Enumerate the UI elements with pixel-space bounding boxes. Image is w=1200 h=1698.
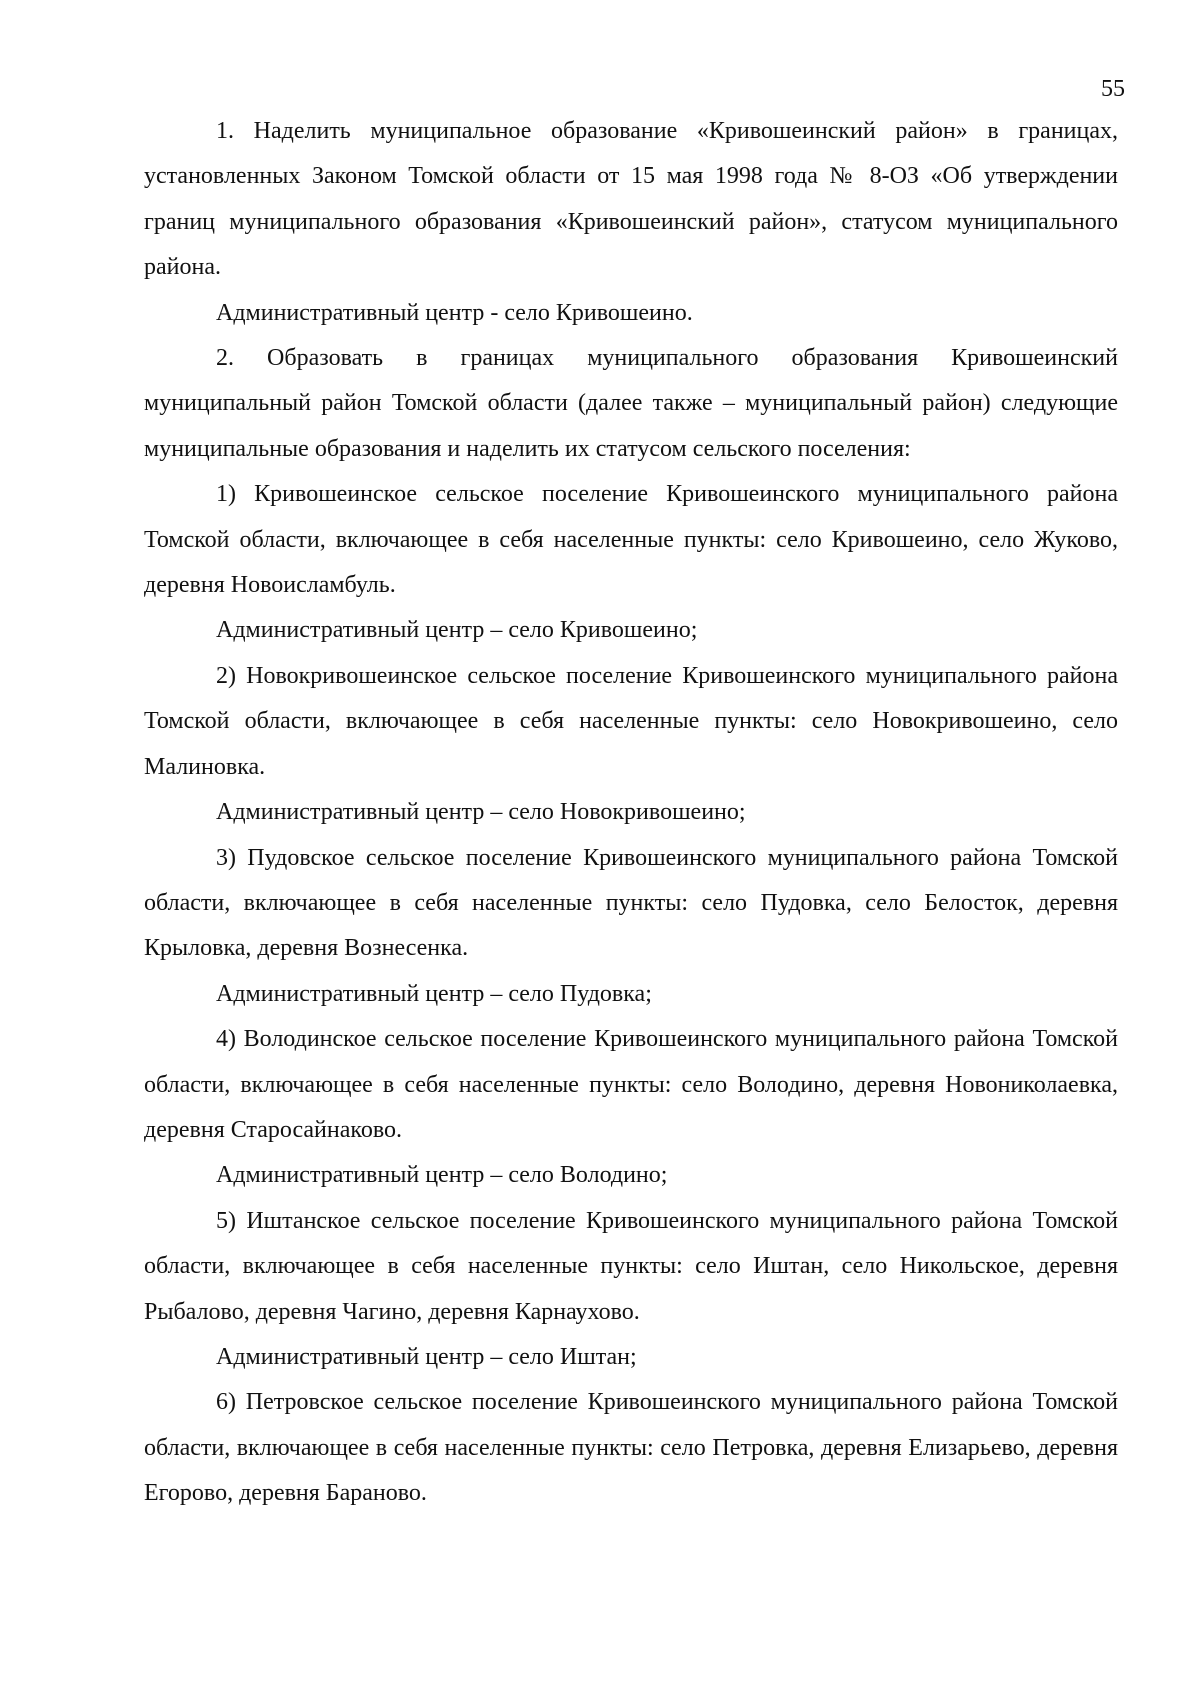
paragraph-admin-center-5: Административный центр – село Иштан; — [216, 1343, 637, 1370]
paragraph-item-1: 1. Наделить муниципальное образование «Кривошеинский район» в границах, установленных Законом Томской области от 15 мая 1998 года № 8-ОЗ «Об утверждении границ муниципального образования «Кривошеинский район», статусом муниципального района. — [144, 118, 1118, 281]
paragraph-settlement-1: 1) Кривошеинское сельское поселение Кривошеинского муниципального района Томской области, включающее в себя населенные пункты: село Кривошеино, село Жуково, деревня Новоисламбуль. — [144, 481, 1118, 599]
page-number: 55 — [1101, 76, 1125, 102]
document-body — [144, 109, 1118, 1517]
paragraph-settlement-4: 4) Володинское сельское поселение Кривошеинского муниципального района Томской области, включающее в себя населенные пункты: село Володино, деревня Новониколаевка, деревня Старосайнаково. — [144, 1026, 1118, 1143]
paragraph-admin-center-4: Административный центр – село Володино; — [216, 1162, 668, 1189]
paragraph-admin-center-1: Административный центр – село Кривошеино; — [216, 617, 698, 644]
paragraph-admin-center-district: Административный центр - село Кривошеино. — [216, 299, 693, 326]
paragraph-admin-center-2: Административный центр – село Новокривошеино; — [216, 799, 746, 826]
paragraph-settlement-5: 5) Иштанское сельское поселение Кривошеинского муниципального района Томской области, включающее в себя населенные пункты: село Иштан, село Никольское, деревня Рыбалово, деревня Чагино, деревня Карнаухово. — [144, 1207, 1118, 1325]
paragraph-admin-center-3: Административный центр – село Пудовка; — [216, 980, 652, 1007]
paragraph-settlement-3: 3) Пудовское сельское поселение Кривошеинского муниципального района Томской области, включающее в себя населенные пункты: село Пудовка, село Белосток, деревня Крыловка, деревня Вознесенка. — [144, 844, 1118, 962]
paragraph-settlement-6: 6) Петровское сельское поселение Кривошеинского муниципального района Томской области, включающее в себя населенные пункты: село Петровка, деревня Елизарьево, деревня Егорово, деревня Бараново. — [144, 1389, 1118, 1507]
paragraph-item-2: 2. Образовать в границах муниципального образования Кривошеинский муниципальный район Томской области (далее также – муниципальный район) следующие муниципальные образования и наделить их статусом сельского поселения: — [144, 345, 1118, 462]
paragraph-settlement-2: 2) Новокривошеинское сельское поселение Кривошеинского муниципального района Томской области, включающее в себя населенные пункты: село Новокривошеино, село Малиновка. — [144, 662, 1118, 780]
